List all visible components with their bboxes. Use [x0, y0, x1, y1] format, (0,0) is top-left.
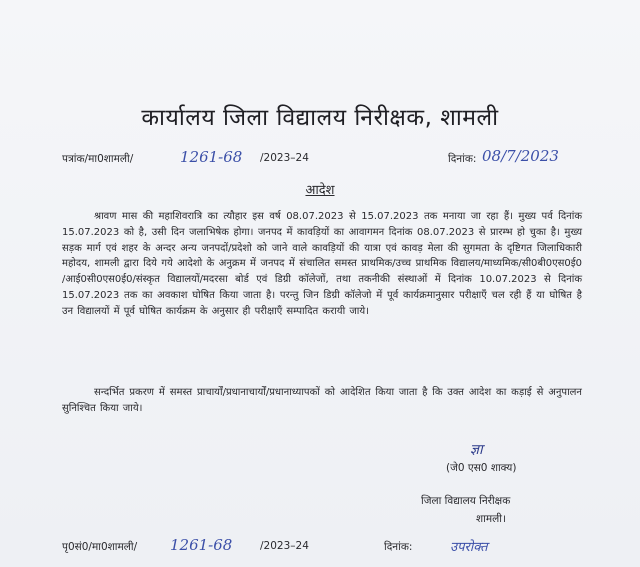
order-paragraph-compliance: सन्दर्भित प्रकरण में समस्त प्राचार्यों/प्रधानाचार्यों/प्रधानाध्यापकों को आदेशित किया जाता है कि उक्त आदेश का कड़ाई से अनुपालन सुनिश्चित किया जाये। [62, 387, 582, 414]
footer-ref-year: /2023–24 [260, 540, 309, 552]
order-paragraph-main: श्रावण मास की महाशिवरात्रि का त्यौहार इस वर्ष 08.07.2023 से 15.07.2023 तक मनाया जा रहा हैं। मुख्य पर्व दिनांक 15.07.2023 को है, उसी दिन जलाभिषेक होगा। जनपद में कावड़ियों का आवागमन दिनांक 08.07.2023 से प्रारम्भ हो चुका है। मुख्य सड़क मार्ग एवं शहर के अन्दर अन्य जनपदों/प्रदेशो को जाने वाले कावड़ियों की यात्रा एवं कावड़ मेला की सुगमता के दृष्टिगत जिलाधिकारी महोदय, शामली द्वारा दिये गये आदेशो के अनुक्रम में जनपद में संचालित समस्त प्राथमिक/उच्च प्राथमिक विद्यालय/माध्यमिक/सी0बी0एस0ई0 /आई0सी0एस0ई0/संस्कृत विद्यालयों/मदरसा बोर्ड एवं डिग्री कॉलेजों, तथा तकनीकी संस्थाओं में दिनांक 10.07.2023 से दिनांक 15.07.2023 तक का अवकाश घोषित किया जाता है। परन्तु जिन डिग्री कॉलेजो में पूर्व कार्यक्रमानुसार परीक्षाएँ चल रही हैं या घोषित है उन विद्यालयों में पूर्व घोषित कार्यक्रम के अनुसार ही परीक्षाएँ सम्पादित करायी जाये। [62, 211, 582, 317]
ref-year: /2023–24 [260, 152, 309, 164]
signatory-designation: जिला विद्यालय निरीक्षक [421, 495, 511, 507]
ref-prefix: पत्रांक/मा0शामली/ [62, 153, 134, 165]
footer-ref-prefix: पृ0सं0/मा0शामली/ [62, 541, 138, 553]
footer-date-label: दिनांक: [384, 541, 413, 553]
date-label: दिनांक: [448, 153, 477, 165]
order-heading: आदेश [305, 183, 335, 198]
signatory-place: शामली। [476, 513, 506, 525]
footer-date-value: उपरोक्त [450, 540, 488, 555]
signature-mark: ज्ञा [470, 442, 483, 458]
ref-number: 1261-68 [180, 148, 243, 166]
signatory-name: (जे0 एस0 शाक्य) [446, 462, 517, 474]
office-title: कार्यालय जिला विद्यालय निरीक्षक, शामली [141, 105, 499, 131]
date-value: 08/7/2023 [482, 147, 559, 165]
footer-ref-number: 1261-68 [170, 536, 233, 554]
